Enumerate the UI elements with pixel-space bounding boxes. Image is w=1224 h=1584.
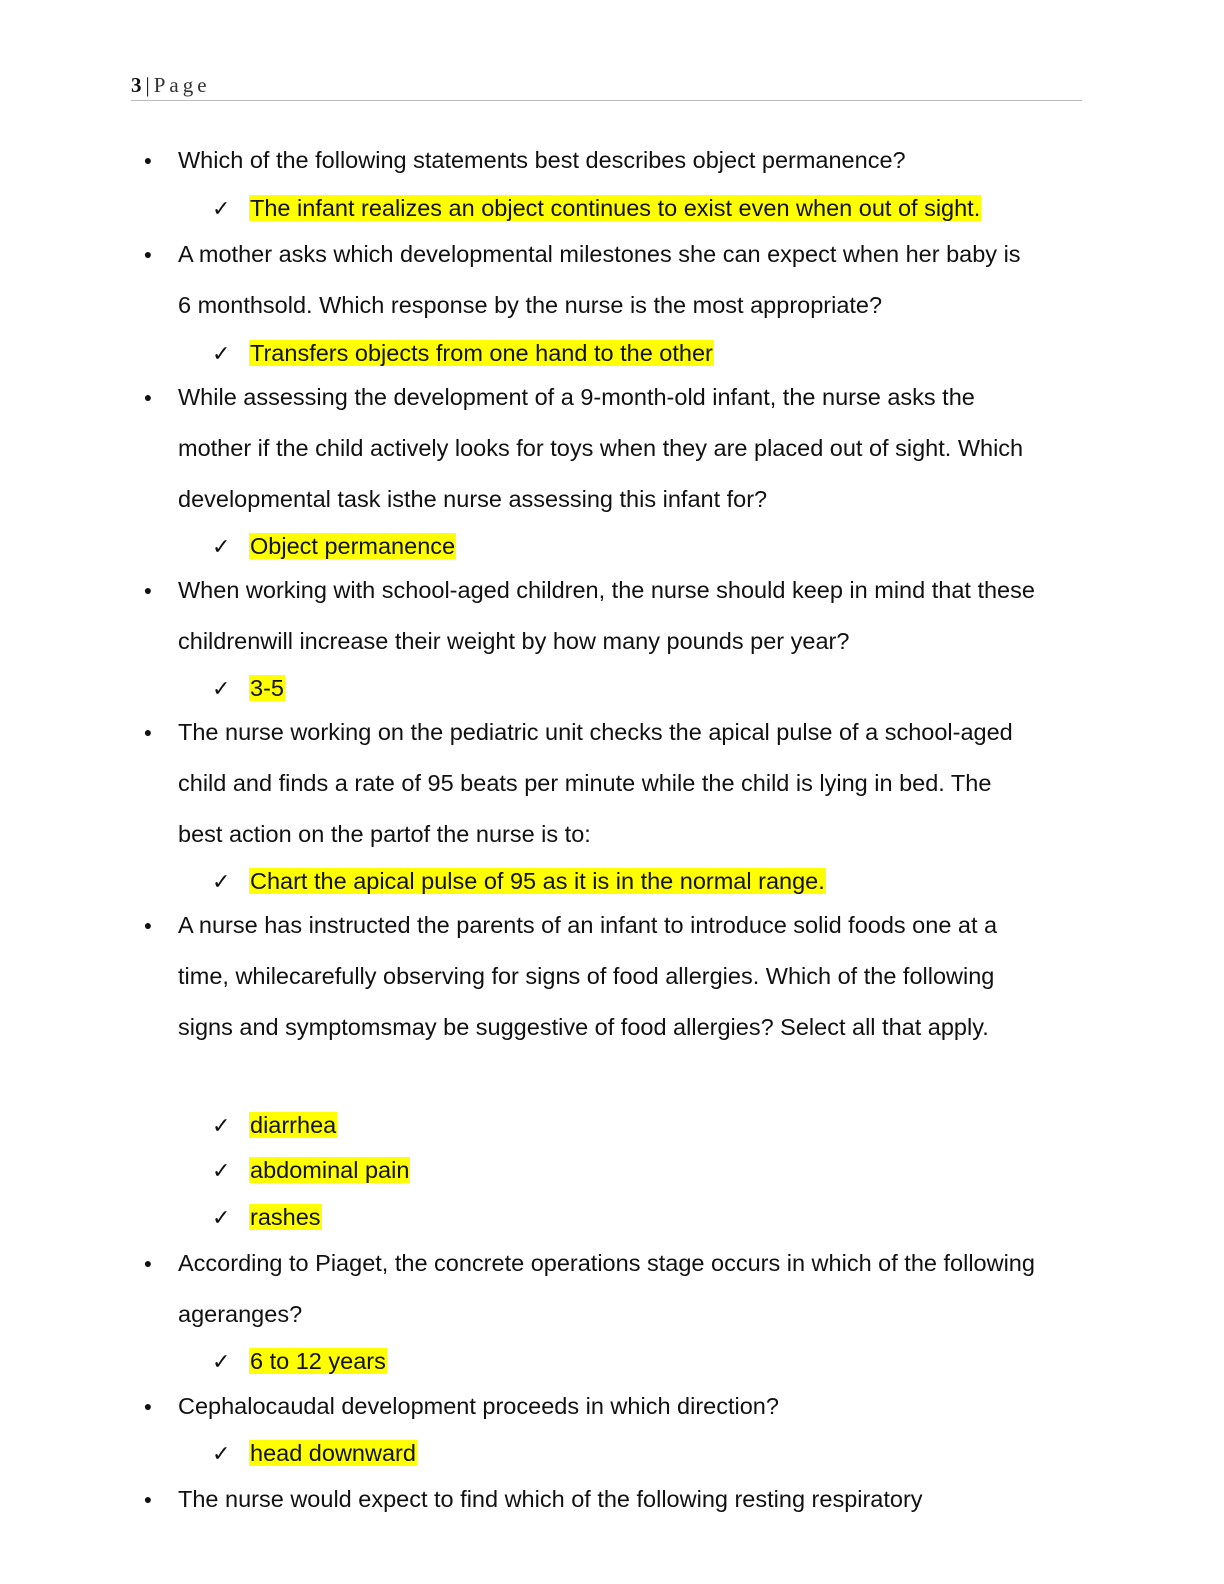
bullet-icon: ●: [143, 917, 153, 933]
checkmark-icon: ✓: [212, 1159, 231, 1184]
question-text: According to Piaget, the concrete operations stage occurs in which of the following ageranges?: [178, 1250, 1042, 1327]
answer-text: head downward: [250, 1440, 416, 1466]
question-item: [140, 372, 1040, 525]
question-item: [140, 1238, 1040, 1340]
answer-item: [212, 1109, 337, 1141]
question-item: [140, 565, 1040, 667]
page-separator: |: [145, 73, 150, 97]
page-number: 3: [131, 73, 142, 97]
question-text: While assessing the development of a 9-month-old infant, the nurse asks the mother if the child actively looks for toys when they are placed out of sight. Which developmental task isthe nurse assessing this infant for?: [178, 384, 1030, 512]
bullet-icon: ●: [143, 582, 153, 598]
checkmark-icon: ✓: [212, 870, 231, 895]
bullet-icon: ●: [143, 246, 153, 262]
answer-item: [212, 1437, 417, 1469]
bullet-icon: ●: [143, 724, 153, 740]
question-item: [140, 229, 1040, 331]
checkmark-icon: ✓: [212, 535, 231, 560]
answer-text: 6 to 12 years: [250, 1348, 386, 1374]
checkmark-icon: ✓: [212, 1350, 231, 1375]
checkmark-icon: ✓: [212, 342, 231, 367]
bullet-icon: ●: [143, 1255, 153, 1271]
answer-text: Object permanence: [250, 533, 456, 559]
question-text: Which of the following statements best describes object permanence?: [178, 147, 906, 173]
answer-item: [212, 1345, 387, 1377]
question-item: [140, 1381, 1040, 1432]
checkmark-icon: ✓: [212, 1206, 231, 1231]
checkmark-icon: ✓: [212, 677, 231, 702]
checkmark-icon: ✓: [212, 1442, 231, 1467]
answer-item: [212, 530, 456, 562]
page-label: Page: [153, 73, 211, 97]
bullet-icon: ●: [143, 152, 153, 168]
question-text: When working with school-aged children, the nurse should keep in mind that these childrenwill increase their weight by how many pounds per year?: [178, 577, 1042, 654]
question-item: [140, 900, 1040, 1053]
question-text: A nurse has instructed the parents of an infant to introduce solid foods one at a time, whilecarefully observing for signs of food allergies. Which of the following signs and symptomsmay be suggestive of food allergies? Select all that apply.: [178, 912, 1004, 1040]
answer-item: [212, 1154, 410, 1186]
bullet-icon: ●: [143, 1491, 153, 1507]
question-item: [140, 707, 1040, 860]
answer-item: [212, 192, 981, 224]
answer-item: [212, 672, 285, 704]
answer-text: The infant realizes an object continues to exist even when out of sight.: [250, 195, 981, 221]
checkmark-icon: ✓: [212, 1114, 231, 1139]
answer-text: Chart the apical pulse of 95 as it is in the normal range.: [250, 868, 825, 894]
question-item: [140, 135, 1040, 186]
answer-item: [212, 337, 714, 369]
answer-text: diarrhea: [250, 1112, 337, 1138]
answer-text: rashes: [250, 1204, 321, 1230]
question-item: [140, 1474, 1040, 1525]
question-text: The nurse working on the pediatric unit checks the apical pulse of a school-aged child and finds a rate of 95 beats per minute while the child is lying in bed. The best action on the partof the nurse is to:: [178, 719, 1020, 847]
answer-item: [212, 1201, 322, 1233]
answer-text: 3-5: [250, 675, 284, 701]
answer-text: abdominal pain: [250, 1157, 410, 1183]
checkmark-icon: ✓: [212, 197, 231, 222]
bullet-icon: ●: [143, 389, 153, 405]
answer-item: [212, 865, 826, 897]
question-text: The nurse would expect to find which of the following resting respiratory: [178, 1486, 923, 1512]
question-text: Cephalocaudal development proceeds in which direction?: [178, 1393, 779, 1419]
question-text: A mother asks which developmental milestones she can expect when her baby is 6 monthsold. Which response by the nurse is the most appropriate?: [178, 241, 1028, 318]
answer-text: Transfers objects from one hand to the other: [250, 340, 713, 366]
bullet-icon: ●: [143, 1398, 153, 1414]
